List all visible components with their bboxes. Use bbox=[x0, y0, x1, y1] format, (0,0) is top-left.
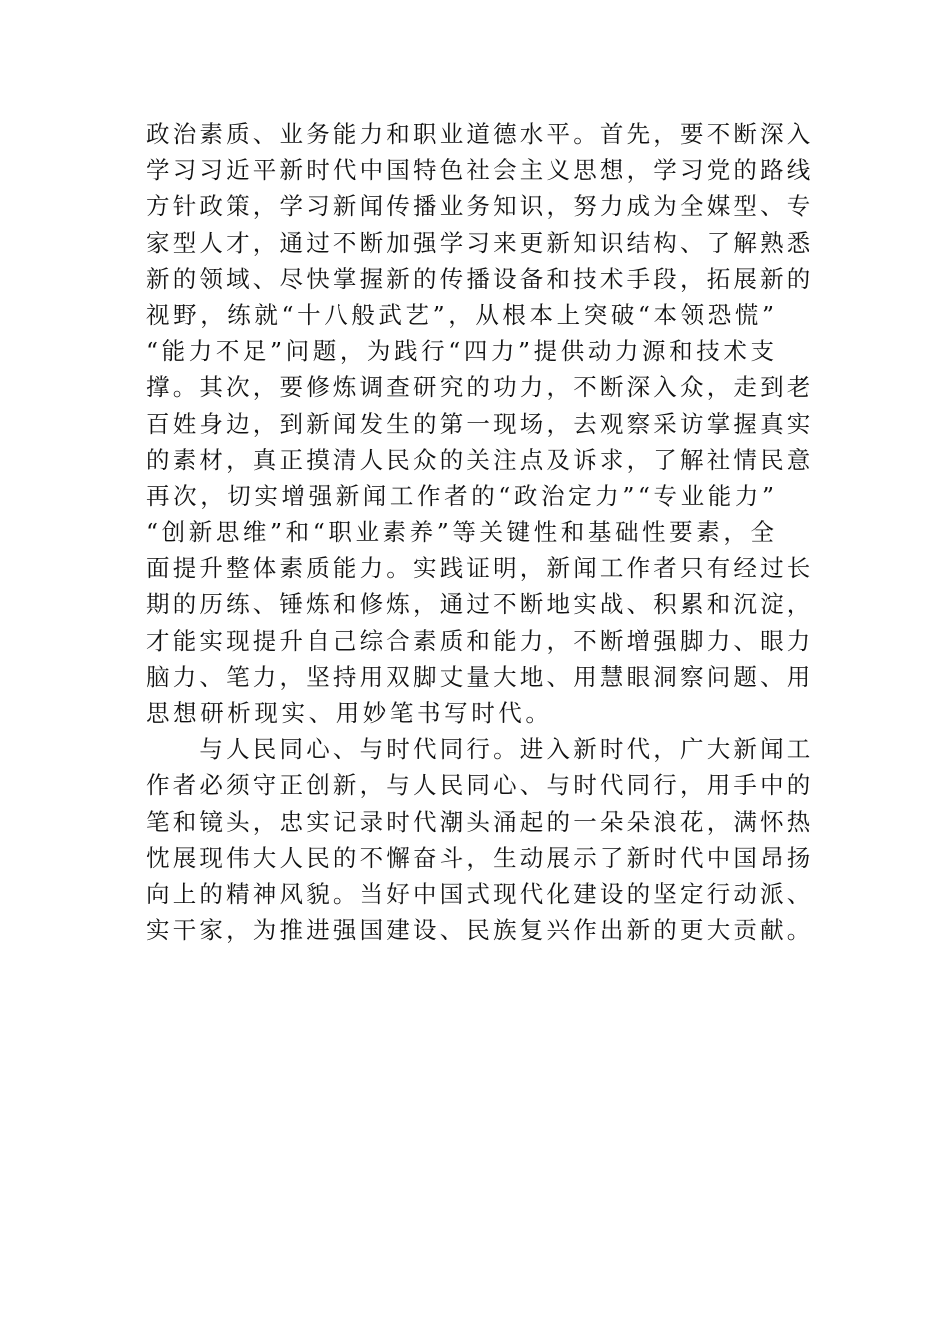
text-line: 面提升整体素质能力。实践证明，新闻工作者只有经过长 bbox=[146, 554, 814, 583]
text-line: 作者必须守正创新，与人民同心、与时代同行，用手中的 bbox=[146, 771, 814, 800]
paragraph-2 bbox=[146, 731, 816, 948]
text-line: 视野，练就“十八般武艺”，从根本上突破“本领恐慌” bbox=[146, 300, 778, 329]
text-line: 才能实现提升自己综合素质和能力，不断增强脚力、眼力 bbox=[146, 626, 814, 655]
document-body bbox=[146, 116, 816, 948]
text-line: 脑力、笔力，坚持用双脚丈量大地、用慧眼洞察问题、用 bbox=[146, 662, 814, 691]
text-line: “创新思维”和“职业素养”等关键性和基础性要素，全 bbox=[146, 518, 778, 547]
text-line: 实干家，为推进强国建设、民族复兴作出新的更大贡献。 bbox=[146, 916, 814, 945]
text-line: 家型人才，通过不断加强学习来更新知识结构、了解熟悉 bbox=[146, 228, 814, 257]
text-line: 方针政策，学习新闻传播业务知识，努力成为全媒型、专 bbox=[146, 192, 814, 221]
text-line: 笔和镜头，忠实记录时代潮头涌起的一朵朵浪花，满怀热 bbox=[146, 807, 814, 836]
text-line: “能力不足”问题，为践行“四力”提供动力源和技术支 bbox=[146, 337, 778, 366]
text-line: 再次，切实增强新闻工作者的“政治定力”“专业能力” bbox=[146, 481, 778, 510]
text-line: 忱展现伟大人民的不懈奋斗，生动展示了新时代中国昂扬 bbox=[146, 843, 814, 872]
text-line: 撑。其次，要修炼调查研究的功力，不断深入众，走到老 bbox=[146, 373, 814, 402]
text-line: 思想研析现实、用妙笔书写时代。 bbox=[146, 699, 553, 727]
text-line: 百姓身边，到新闻发生的第一现场，去观察采访掌握真实 bbox=[146, 409, 814, 438]
text-line: 学习习近平新时代中国特色社会主义思想，学习党的路线 bbox=[146, 156, 814, 185]
text-line: 向上的精神风貌。当好中国式现代化建设的坚定行动派、 bbox=[146, 879, 814, 908]
text-line: 期的历练、锤炼和修炼，通过不断地实战、积累和沉淀， bbox=[146, 590, 814, 619]
text-line: 新的领域、尽快掌握新的传播设备和技术手段，拓展新的 bbox=[146, 264, 814, 293]
text-line: 政治素质、业务能力和职业道德水平。首先，要不断深入 bbox=[146, 120, 814, 148]
paragraph-1 bbox=[146, 116, 816, 731]
text-line: 的素材，真正摸清人民众的关注点及诉求，了解社情民意 bbox=[146, 445, 814, 474]
text-line: 与人民同心、与时代同行。进入新时代，广大新闻工 bbox=[146, 735, 814, 764]
